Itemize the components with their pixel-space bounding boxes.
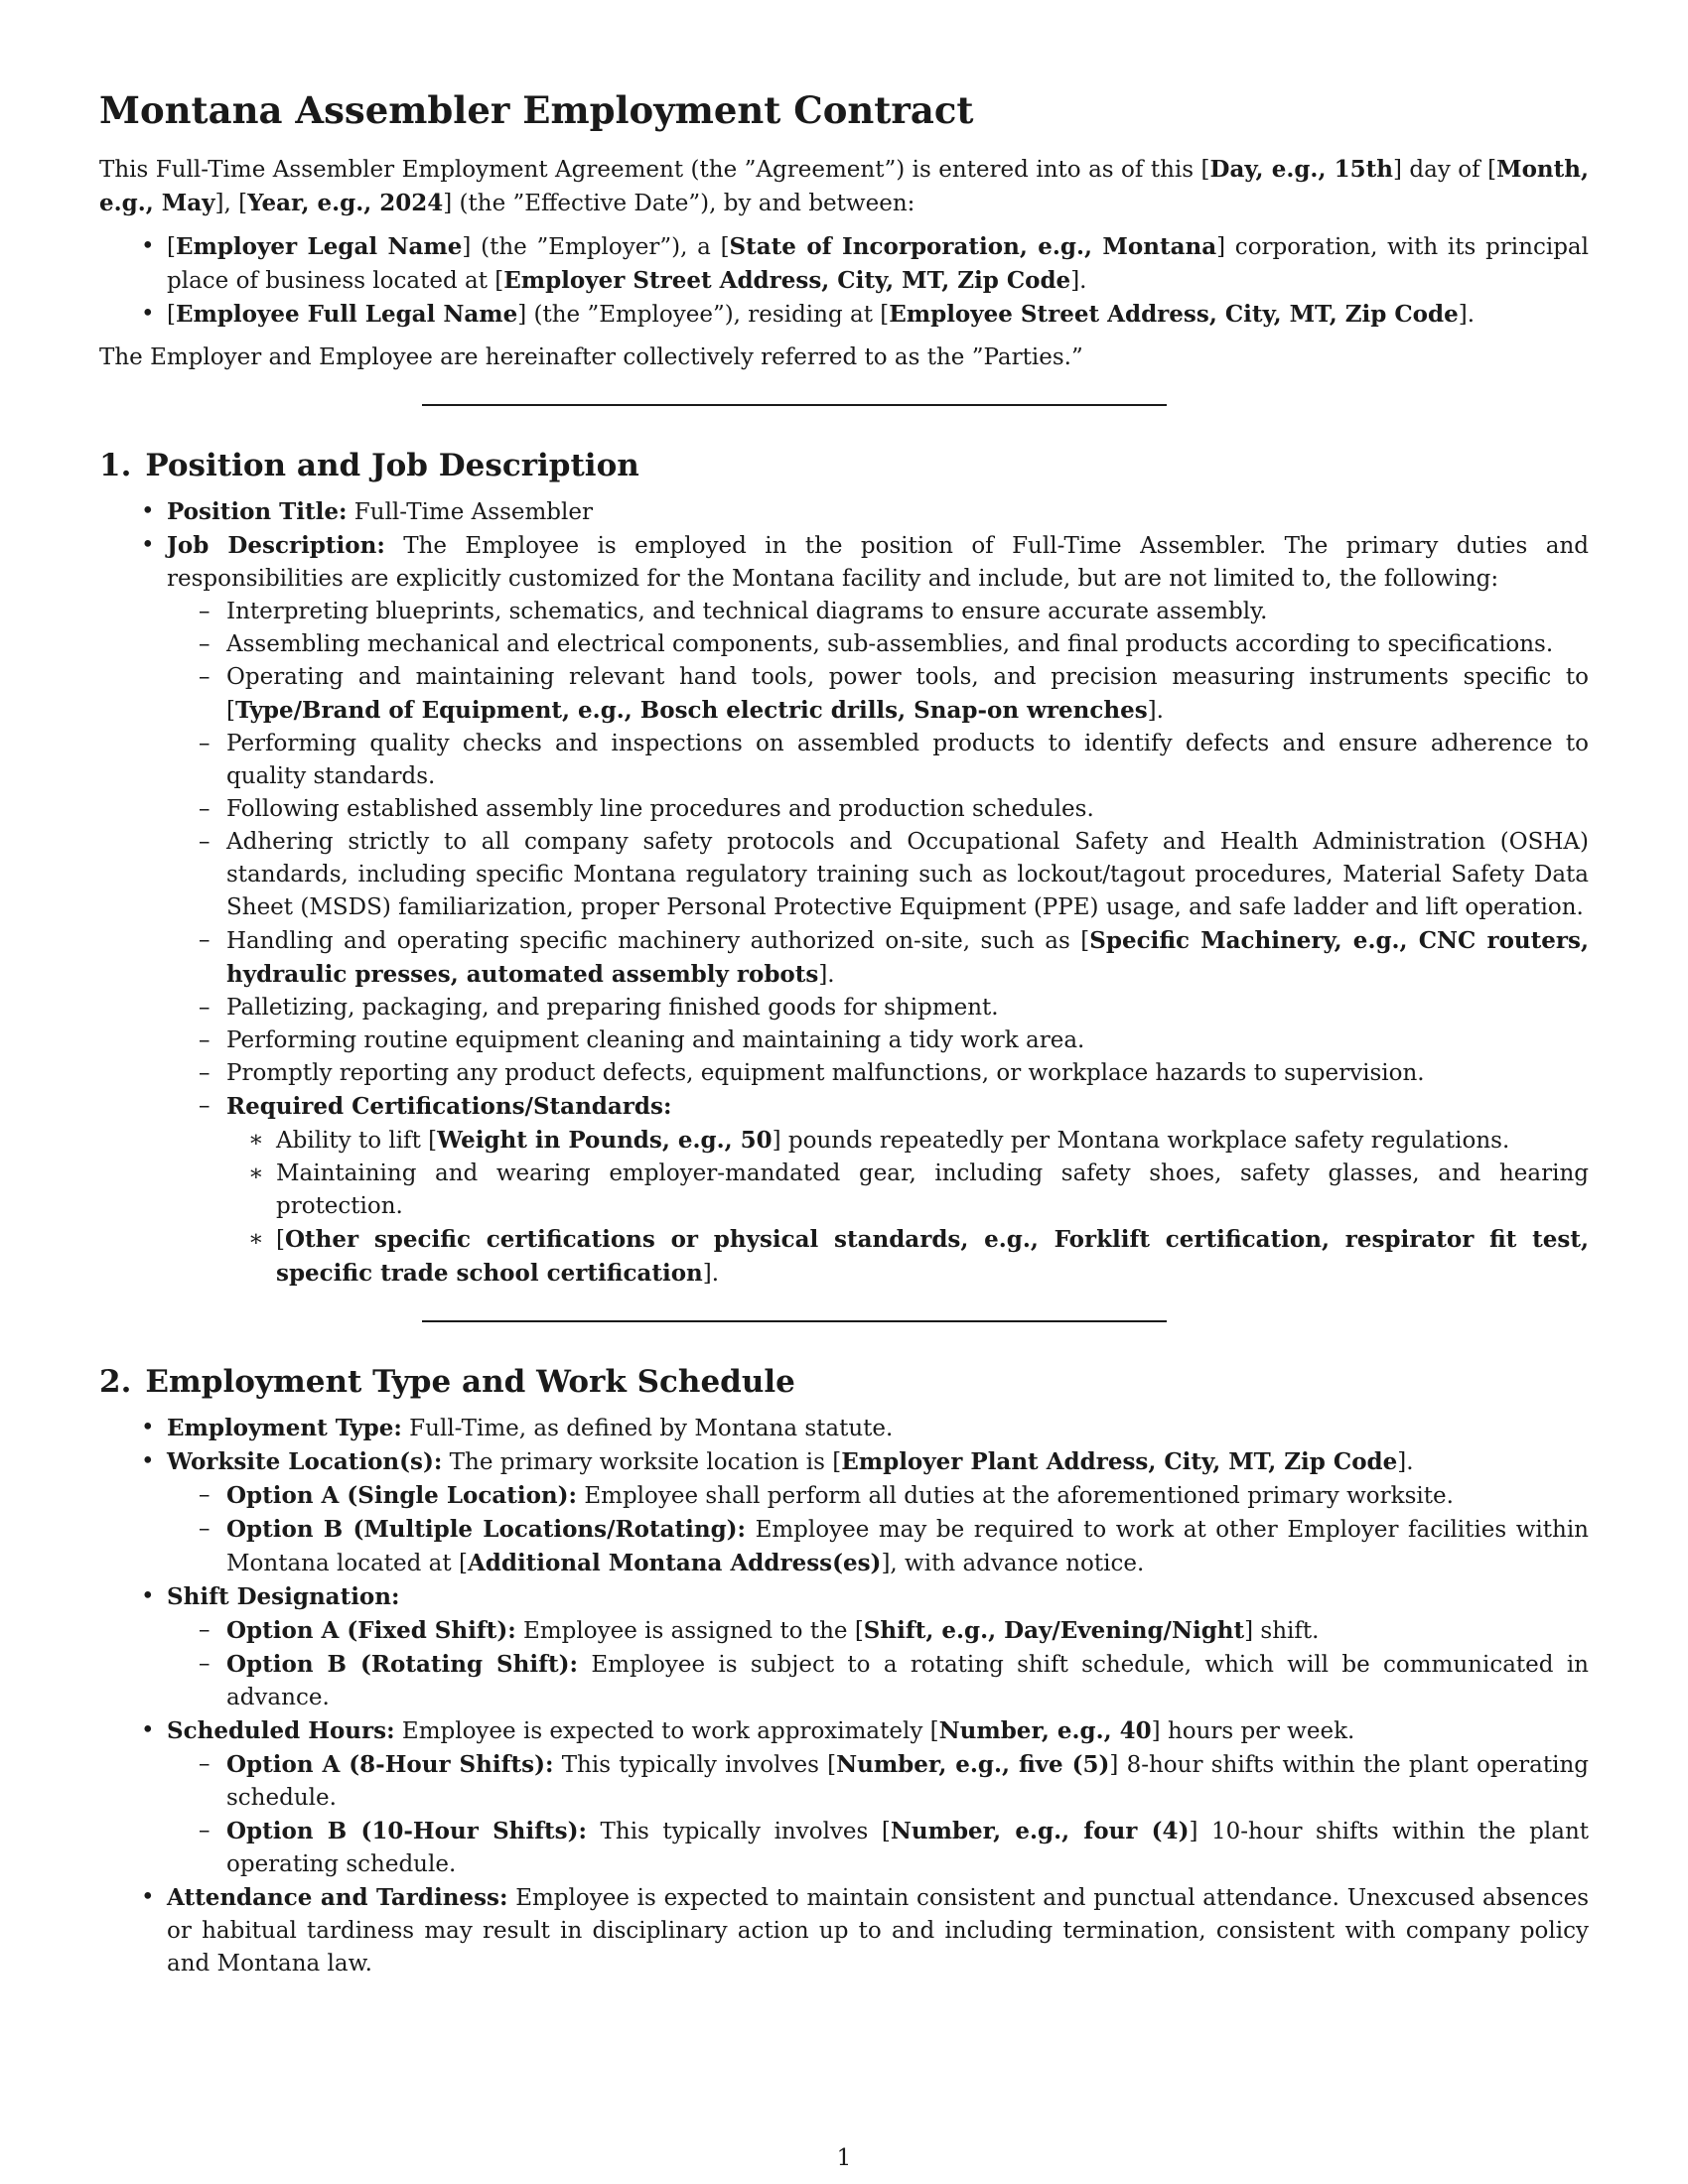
text: ] (the ”Employee”), residing at [ [517,302,890,328]
duties-list [167,596,1589,1291]
text: Handling and operating specific machinery authorized on-site, such as [ [226,928,1090,954]
text: Operating and maintaining relevant hand tools, power tools, and precision measuring instruments specific to [ [226,664,1589,724]
equipment-placeholder: Type/Brand of Equipment, e.g., Bosch electric drills, Snap-on wrenches [234,697,1148,724]
certifications-item [167,1090,1589,1291]
option-item [167,1513,1589,1580]
worksite-options [167,1479,1589,1580]
duty-item: – Performing routine equipment cleaning and maintaining a tidy work area. [167,1024,1589,1057]
duty-item: – Following established assembly line procedures and production schedules. [167,793,1589,826]
shift-options [167,1614,1589,1714]
label: Option B (Rotating Shift): [226,1651,579,1678]
option-item [167,1614,1589,1648]
value: Full-Time Assembler [347,499,593,525]
text: ] 8-hour shifts within the plant operating schedule. [226,1752,1589,1811]
label: Option B (10-Hour Shifts): [226,1818,587,1844]
label: Option A (Single Location): [226,1482,578,1509]
label: Required Certifications/Standards: [226,1093,672,1120]
employee-address-placeholder: Employee Street Address, City, MT, Zip Code [889,301,1459,328]
intro-paragraph [99,153,1589,220]
duty-item: – Interpreting blueprints, schematics, and technical diagrams to ensure accurate assembly. [167,596,1589,628]
text: ] hours per week. [1151,1718,1355,1744]
month-placeholder: Month, e.g., May [99,156,1589,216]
text: ]. [1070,268,1087,294]
duty-item: – Adhering strictly to all company safety protocols and Occupational Safety and Health Administration (OSHA) standards, including specific Montana regulatory training such as lockout/tagout procedures, Material Safety Data Sheet (MSDS) familiarization, proper Personal Protective Equipment (PPE) usage, and safe ladder and lift operation. [167,826,1589,924]
text: ] (the ”Employer”), a [ [462,234,730,260]
certification-item [226,1223,1589,1291]
page-number: 1 [836,2145,852,2171]
duty-item [167,924,1589,992]
worksite-item [99,1445,1589,1580]
shift-item [99,1580,1589,1714]
position-title-item [99,495,1589,529]
certification-item: ∗ Maintaining and wearing employer-mandated gear, including safety shoes, safety glasses, and hearing protection. [226,1158,1589,1223]
shift-placeholder: Shift, e.g., Day/Evening/Night [863,1617,1245,1644]
section-number: 2. [99,1364,132,1400]
label: Scheduled Hours: [167,1717,395,1744]
section-title: Position and Job Description [145,448,639,483]
document-body [99,87,1589,1980]
hours-item [99,1714,1589,1881]
intro-text: ] day of [ [1392,157,1497,183]
party-employee [99,298,1589,332]
position-list [99,495,1589,1291]
label: Employment Type: [167,1415,402,1441]
text: Ability to lift [ [276,1128,438,1154]
section-position [99,446,1589,1291]
duty-item: – Assembling mechanical and electrical components, sub-assemblies, and final products according to specifications. [167,628,1589,661]
shift-count-placeholder: Number, e.g., five (5) [836,1751,1110,1778]
section-divider [422,1320,1167,1322]
text: ] corporation, with its principal place of business located at [ [167,234,1589,294]
option-item [167,1479,1589,1513]
certifications-list [226,1124,1589,1291]
year-placeholder: Year, e.g., 2024 [247,190,444,216]
machinery-placeholder: Specific Machinery, e.g., CNC routers, hydraulic presses, automated assembly robots [226,927,1589,988]
plant-address-placeholder: Employer Plant Address, City, MT, Zip Code [841,1448,1398,1475]
option-item [167,1748,1589,1815]
text: This typically involves [ [586,1819,891,1844]
employee-name-placeholder: Employee Full Legal Name [175,301,518,328]
value: Employee is subject to a rotating shift schedule, which will be communicated in advance. [226,1652,1589,1710]
value: The Employee is employed in the position of Full-Time Assembler. The primary duties and responsibilities are explicitly customized for the Montana facility and include, but are not limited to, the following: [167,533,1590,592]
section-employment-type [99,1362,1589,1980]
text: ]. [1397,1449,1414,1475]
party-employer [99,230,1589,298]
hours-options [167,1748,1589,1881]
employer-name-placeholder: Employer Legal Name [175,233,463,260]
duty-item: – Performing quality checks and inspections on assembled products to identify defects and ensure adherence to quality standards. [167,728,1589,793]
section-title: Employment Type and Work Schedule [145,1364,795,1400]
text: This typically involves [ [553,1752,837,1778]
option-item [167,1648,1589,1714]
value: Full-Time, as defined by Montana statute. [401,1416,894,1441]
attendance-item [99,1881,1589,1980]
employer-address-placeholder: Employer Street Address, City, MT, Zip Code [503,267,1071,294]
label: Option B (Multiple Locations/Rotating): [226,1516,747,1543]
text: ] pounds repeatedly per Montana workplace safety regulations. [772,1128,1510,1154]
certification-item [226,1124,1589,1158]
intro-text: This Full-Time Assembler Employment Agreement (the ”Agreement”) is entered into as of this [ [99,157,1210,183]
label: Worksite Location(s): [167,1448,443,1475]
day-placeholder: Day, e.g., 15th [1209,156,1393,183]
section-heading [99,1362,1589,1402]
additional-address-placeholder: Additional Montana Address(es) [467,1550,882,1576]
text: ] shift. [1244,1618,1320,1644]
collective-paragraph: The Employer and Employee are hereinafter collectively referred to as the ”Parties.” [99,344,1083,370]
text: The primary worksite location is [ [442,1449,842,1475]
shift-count-placeholder: Number, e.g., four (4) [890,1818,1190,1844]
text: [ [167,302,176,328]
text: ] 10-hour shifts within the plant operating schedule. [226,1819,1589,1877]
text: [ [167,234,176,260]
text: Employee may be required to work at other Employer facilities within Montana located at [ [226,1517,1589,1576]
duty-item: – Palletizing, packaging, and preparing finished goods for shipment. [167,992,1589,1024]
text: Employee is assigned to the [ [515,1618,864,1644]
section-heading [99,446,1589,485]
certification-placeholder: Other specific certifications or physical standards, e.g., Forklift certification, respirator fit test, specific trade school certification [276,1226,1589,1287]
text: ]. [1458,302,1476,328]
state-placeholder: State of Incorporation, e.g., Montana [729,233,1217,260]
job-description-item [99,529,1589,1291]
duty-item: – Promptly reporting any product defects, equipment malfunctions, or workplace hazards to supervision. [167,1057,1589,1090]
label: Position Title: [167,498,348,525]
text: ], with advance notice. [881,1551,1145,1576]
option-item [167,1815,1589,1881]
text: ]. [818,962,835,988]
employment-list [99,1412,1589,1980]
text: ]. [1147,698,1164,724]
parties-list [99,230,1589,332]
label: Shift Designation: [167,1583,400,1610]
document-title: Montana Assembler Employment Contract [99,88,974,132]
duty-item [167,661,1589,728]
intro-text: ] (the ”Effective Date”), by and between: [443,191,915,216]
text: ]. [702,1261,720,1287]
value: Employee shall perform all duties at the aforementioned primary worksite. [577,1483,1454,1509]
label: Attendance and Tardiness: [167,1884,508,1911]
label: Option A (Fixed Shift): [226,1617,516,1644]
weight-placeholder: Weight in Pounds, e.g., 50 [437,1127,773,1154]
hours-placeholder: Number, e.g., 40 [938,1717,1152,1744]
intro-text: ], [ [214,191,248,216]
section-number: 1. [99,448,132,483]
section-divider [422,404,1167,406]
text: [ [276,1227,285,1253]
label: Job Description: [167,532,385,559]
label: Option A (8-Hour Shifts): [226,1751,554,1778]
value: Employee is expected to maintain consistent and punctual attendance. Unexcused absences or habitual tardiness may result in disciplinary action up to and including termination, consistent with company policy and Montana law. [167,1885,1589,1977]
employment-type-item [99,1412,1589,1445]
text: Employee is expected to work approximately [ [394,1718,939,1744]
